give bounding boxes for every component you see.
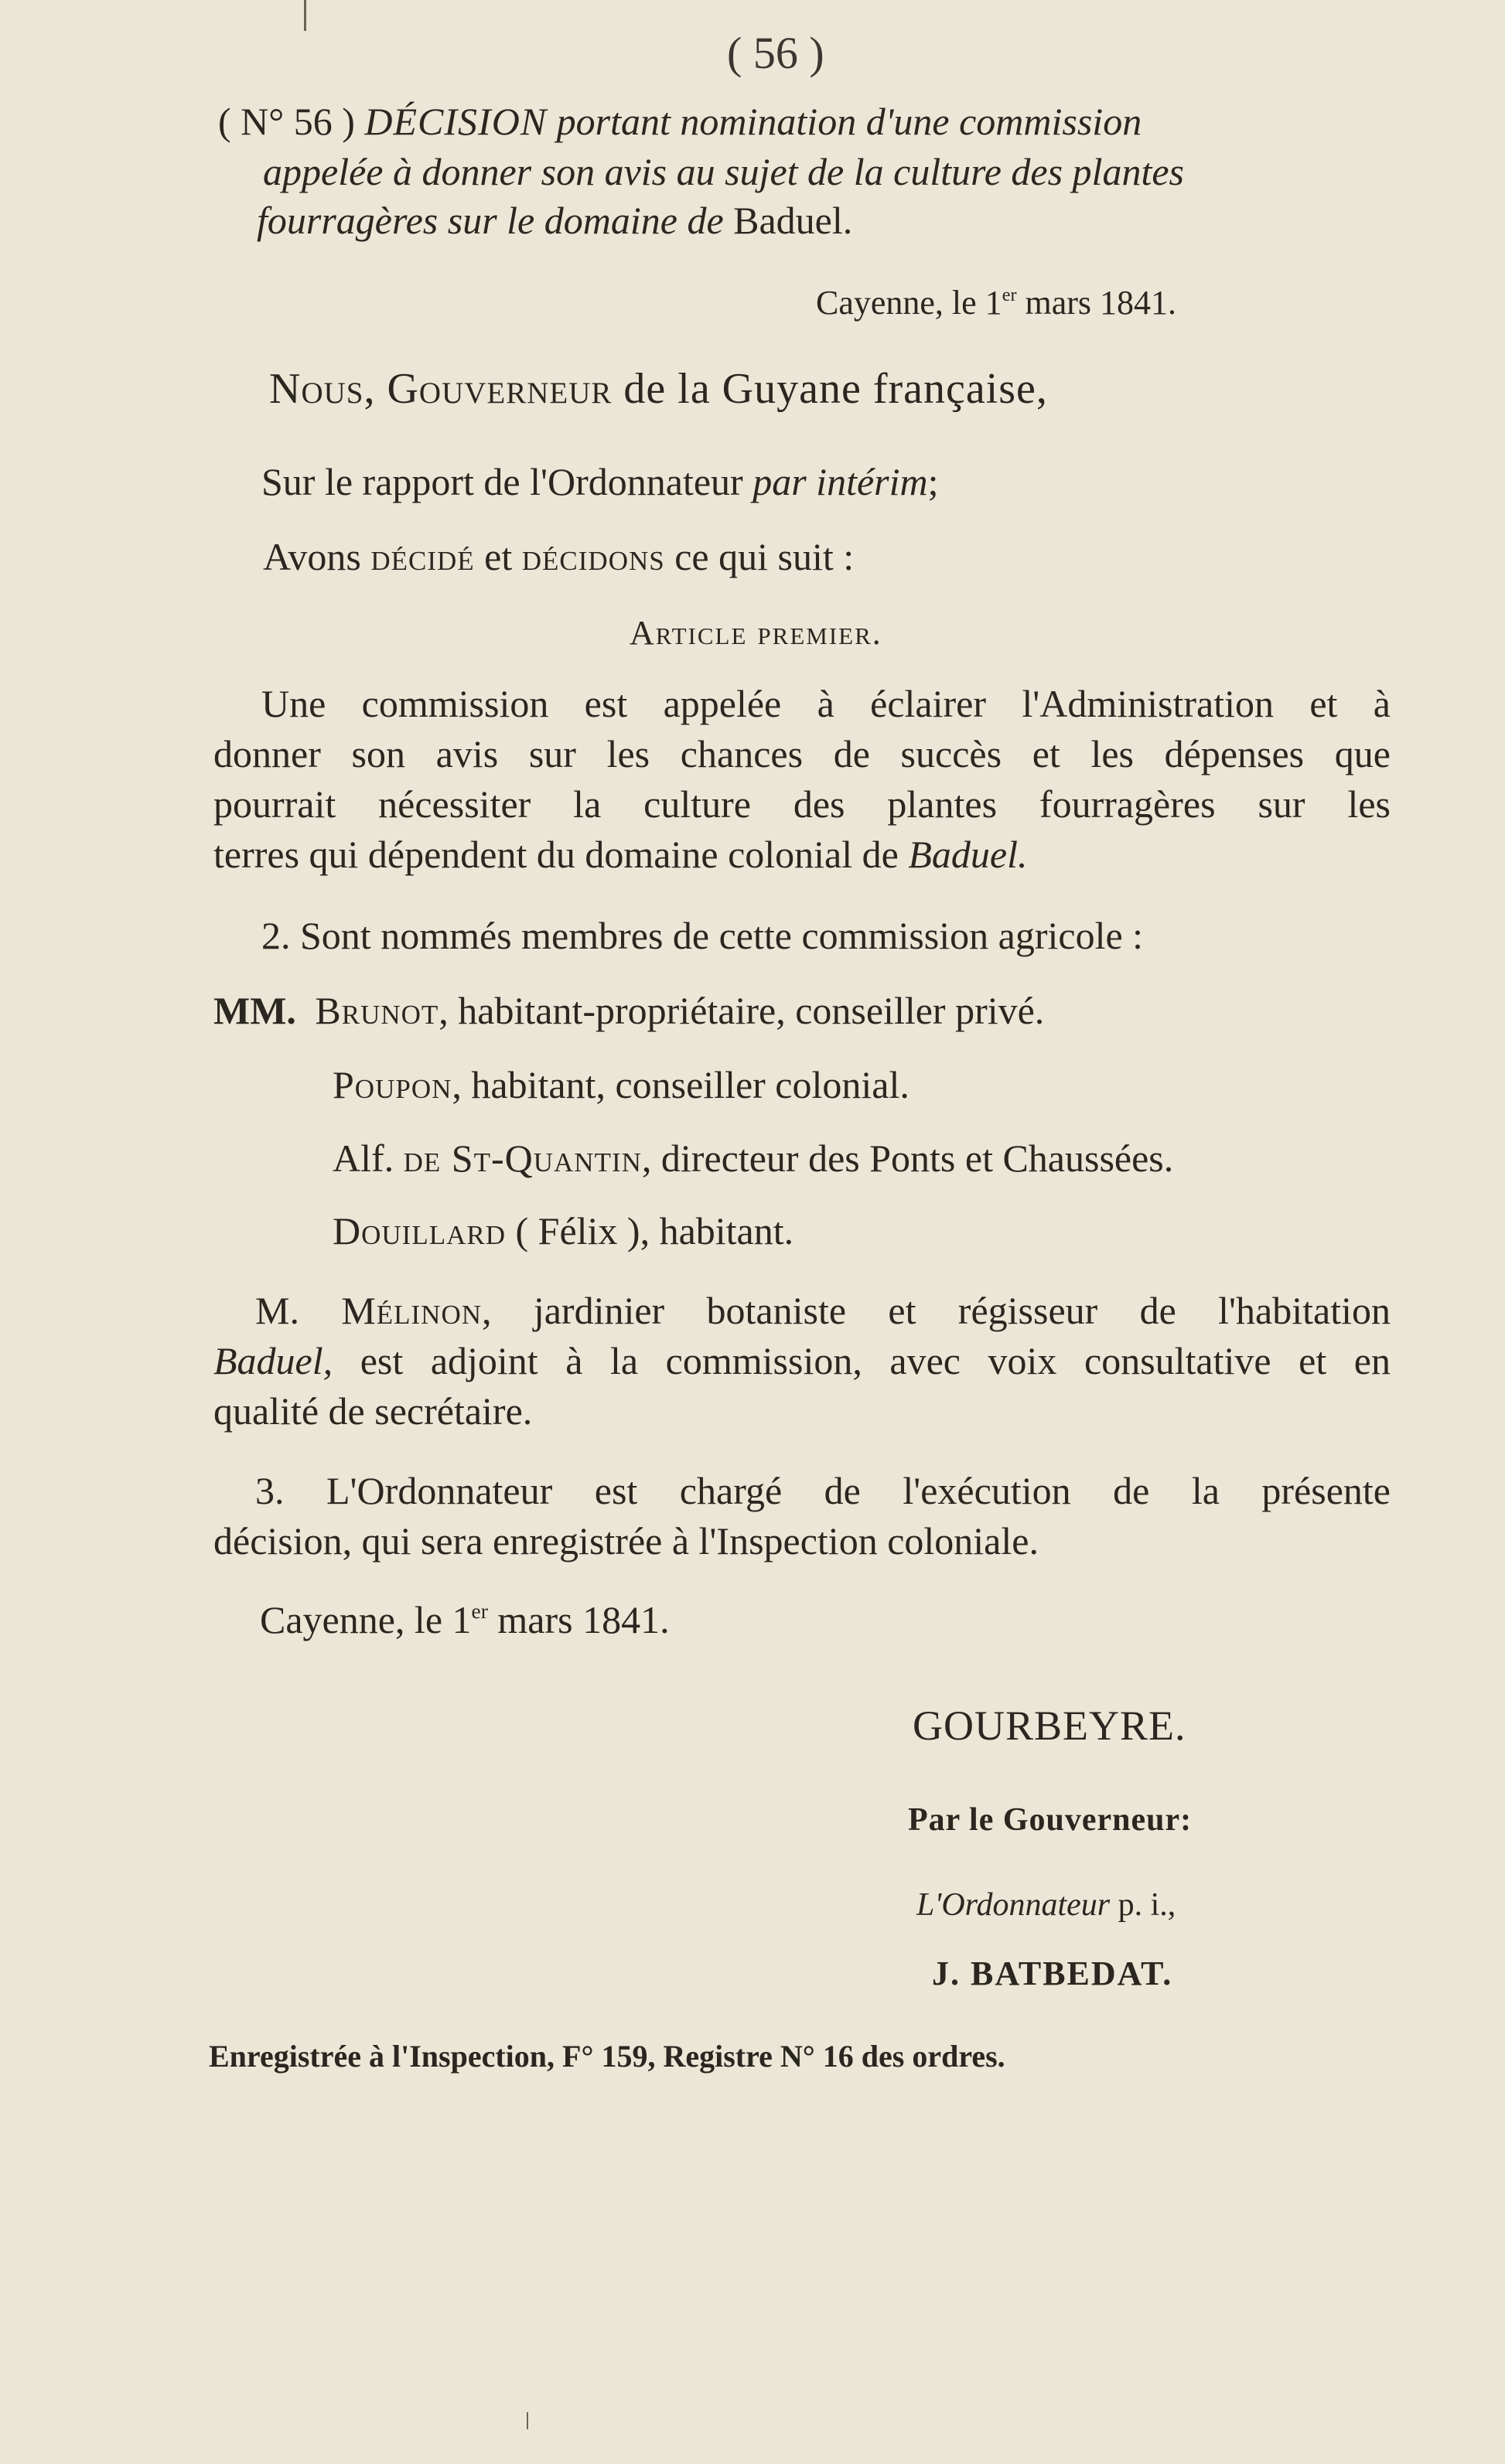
- article-1-line-2: donner son avis sur les chances de succès et les dépenses que: [213, 732, 1391, 775]
- melinon-line-2: [213, 1341, 1391, 1380]
- article-1-line-4: [213, 835, 1027, 874]
- melinon-place: Baduel,: [213, 1339, 333, 1382]
- ordonnateur-title: L'Ordonnateur: [916, 1887, 1111, 1923]
- governor-signature: GOURBEYRE.: [913, 1702, 1186, 1749]
- preamble-avons: [263, 537, 854, 576]
- dateline-suffix: mars 1841.: [1025, 284, 1177, 322]
- article-3-line-1: 3. L'Ordonnateur est chargé de l'exécution de la présente: [255, 1469, 1391, 1512]
- printing-mark-top: [304, 0, 306, 31]
- member-desc: , directeur des Ponts et Chaussées.: [641, 1137, 1174, 1180]
- dateline-prefix: Cayenne, le 1: [816, 284, 1002, 322]
- ordonnateur-line: [916, 1889, 1176, 1921]
- ordonnateur-pi: p. i.,: [1118, 1887, 1176, 1923]
- page-number: ( 56 ): [727, 28, 824, 78]
- nous-rest: de la Guyane française,: [623, 365, 1048, 413]
- decide-word: décidé: [370, 535, 475, 578]
- batbedat-signature: J. BATBEDAT.: [932, 1955, 1173, 1992]
- preamble-rapport: [261, 462, 939, 501]
- member-desc: , habitant, conseiller colonial.: [452, 1063, 909, 1106]
- member-name: Brunot: [315, 989, 439, 1032]
- m-label: M.: [255, 1289, 299, 1332]
- printing-mark-bottom: [527, 2412, 528, 2429]
- dateline: [816, 286, 1176, 320]
- decision-title-place: Baduel.: [733, 199, 853, 242]
- et-word: et: [484, 535, 513, 578]
- decision-heading-line-3: [257, 201, 852, 240]
- article-2-intro: 2. Sont nommés membres de cette commission agricole :: [261, 914, 1144, 957]
- decision-number: ( N° 56 ): [218, 100, 355, 143]
- melinon-name: Mélinon: [341, 1289, 483, 1332]
- decision-heading-line-1: [218, 102, 1142, 141]
- member-row-3: [333, 1137, 1174, 1180]
- dateline-sup: er: [1002, 285, 1017, 306]
- article-1-line-1: Une commission est appelée à éclairer l'Administration et à: [261, 682, 1391, 725]
- article-title: Article premier.: [630, 614, 882, 652]
- ce-qui-suit: ce qui suit :: [674, 535, 855, 578]
- decision-title-3: fourragères sur le domaine de: [257, 199, 724, 242]
- rapport-end: ;: [927, 460, 939, 503]
- member-row-1: [213, 991, 1044, 1030]
- par-le-gouverneur: Par le Gouverneur:: [908, 1802, 1193, 1838]
- melinon-line-2-rest: est adjoint à la commission, avec voix consultative et en: [360, 1339, 1391, 1382]
- melinon-rest: , jardinier botaniste et régisseur de l'habitation: [482, 1289, 1391, 1332]
- melinon-line-1: [255, 1291, 1391, 1330]
- decidons-word: décidons: [521, 535, 665, 578]
- member-prefix: Alf.: [333, 1137, 394, 1180]
- member-desc: , habitant-propriétaire, conseiller privé.: [439, 989, 1045, 1032]
- nous-gouverneur: Nous, Gouverneur: [269, 365, 613, 413]
- mm-label: MM.: [213, 989, 296, 1032]
- preamble-nous: [269, 367, 1048, 411]
- closing-date-suffix: mars 1841.: [497, 1598, 670, 1641]
- closing-date: [260, 1600, 670, 1639]
- rapport-interim: par intérim: [752, 460, 928, 503]
- member-desc: ( Félix ), habitant.: [515, 1209, 794, 1252]
- closing-date-sup: er: [471, 1598, 488, 1623]
- member-row-4: [333, 1209, 794, 1252]
- article-1-place: Baduel.: [908, 833, 1028, 876]
- member-row-2: [333, 1065, 909, 1104]
- member-name: de St-Quantin: [403, 1137, 642, 1180]
- decision-title-rest: portant nomination d'une commission: [556, 100, 1142, 143]
- rapport-text: Sur le rapport de l'Ordonnateur: [261, 460, 743, 503]
- decision-title-word: DÉCISION: [364, 100, 548, 143]
- melinon-line-3: qualité de secrétaire.: [213, 1389, 533, 1433]
- article-1-line-3: pourrait nécessiter la culture des plantes fourragères sur les: [213, 782, 1391, 826]
- member-name: Douillard: [333, 1209, 506, 1252]
- member-name: Poupon: [333, 1063, 452, 1106]
- article-3-line-2: décision, qui sera enregistrée à l'Inspection coloniale.: [213, 1519, 1039, 1563]
- article-1-line-4-text: terres qui dépendent du domaine colonial de: [213, 833, 899, 876]
- avons-word: Avons: [263, 535, 361, 578]
- decision-heading-line-2: appelée à donner son avis au sujet de la culture des plantes: [263, 150, 1184, 193]
- closing-date-prefix: Cayenne, le 1: [260, 1598, 472, 1641]
- registration-note: Enregistrée à l'Inspection, F° 159, Registre N° 16 des ordres.: [209, 2039, 1005, 2074]
